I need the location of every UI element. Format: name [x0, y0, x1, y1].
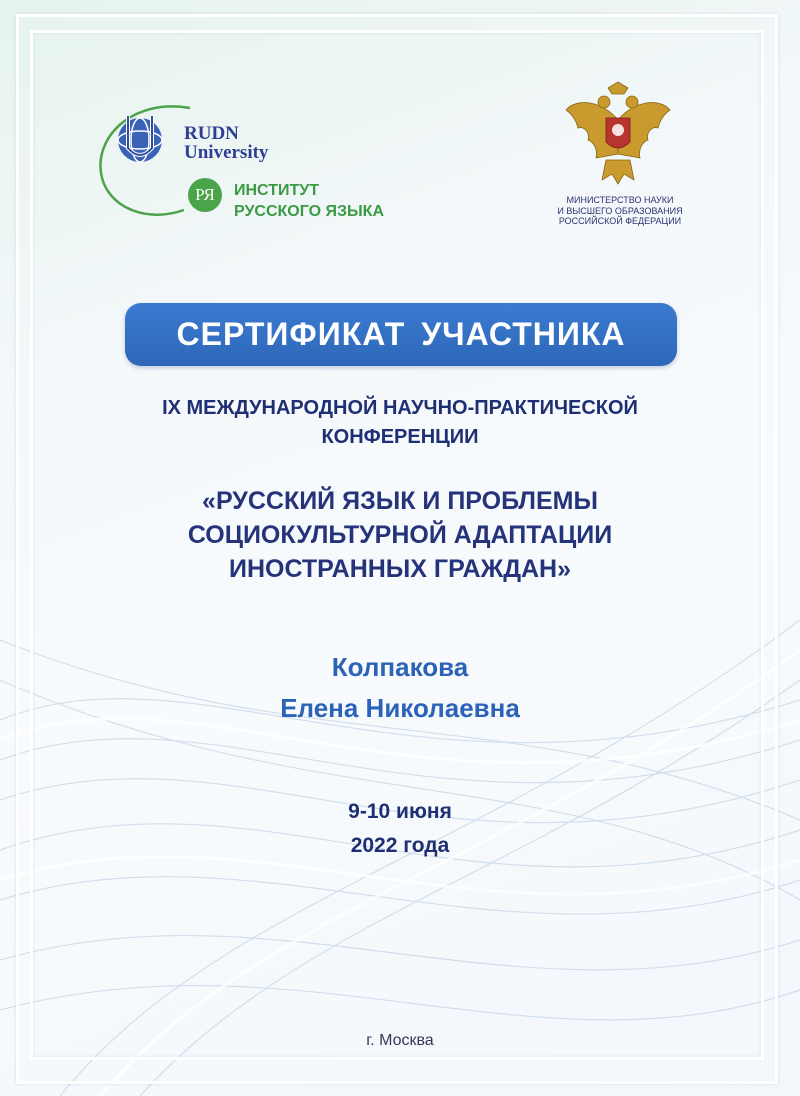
- rudn-line2: University: [184, 142, 269, 163]
- rudn-line1: RUDN: [184, 123, 239, 144]
- conference-title: [40, 484, 760, 586]
- event-dates: 9-10 июня: [348, 800, 452, 823]
- event-year: 2022 года: [350, 834, 450, 857]
- conference-subtitle: [40, 394, 760, 452]
- double-headed-eagle-emblem: [562, 80, 674, 188]
- rudn-wordmark: [184, 124, 268, 162]
- conference-line2: КОНФЕРЕНЦИИ: [321, 426, 479, 448]
- ministry-name: [540, 195, 700, 227]
- conference-title-line2: СОЦИОКУЛЬТУРНОЙ АДАПТАЦИИ: [187, 521, 613, 549]
- conference-line1: IX МЕЖДУНАРОДНОЙ НАУЧНО-ПРАКТИЧЕСКОЙ: [162, 397, 638, 419]
- institute-name: [234, 180, 384, 222]
- certificate-title: СЕРТИФИКАТ УЧАСТНИКА: [125, 303, 677, 366]
- ministry-line3: РОССИЙСКОЙ ФЕДЕРАЦИИ: [558, 216, 682, 226]
- ministry-line1: МИНИСТЕРСТВО НАУКИ: [566, 195, 674, 205]
- conference-title-line1: «РУССКИЙ ЯЗЫК И ПРОБЛЕМЫ: [202, 487, 598, 515]
- ministry-line2: И ВЫСШЕГО ОБРАЗОВАНИЯ: [557, 205, 683, 216]
- event-city: г. Москва: [366, 1032, 434, 1049]
- institute-line2: РУССКОГО ЯЗЫКА: [234, 203, 384, 220]
- participant-given-names: Елена Николаевна: [280, 693, 520, 723]
- participant-last-name: Колпакова: [331, 652, 469, 682]
- institute-line1: ИНСТИТУТ: [234, 182, 319, 199]
- rudn-institute-logo: [92, 98, 422, 233]
- conference-title-line3: ИНОСТРАННЫХ ГРАЖДАН»: [228, 555, 572, 583]
- ry-badge: РЯ: [188, 178, 222, 212]
